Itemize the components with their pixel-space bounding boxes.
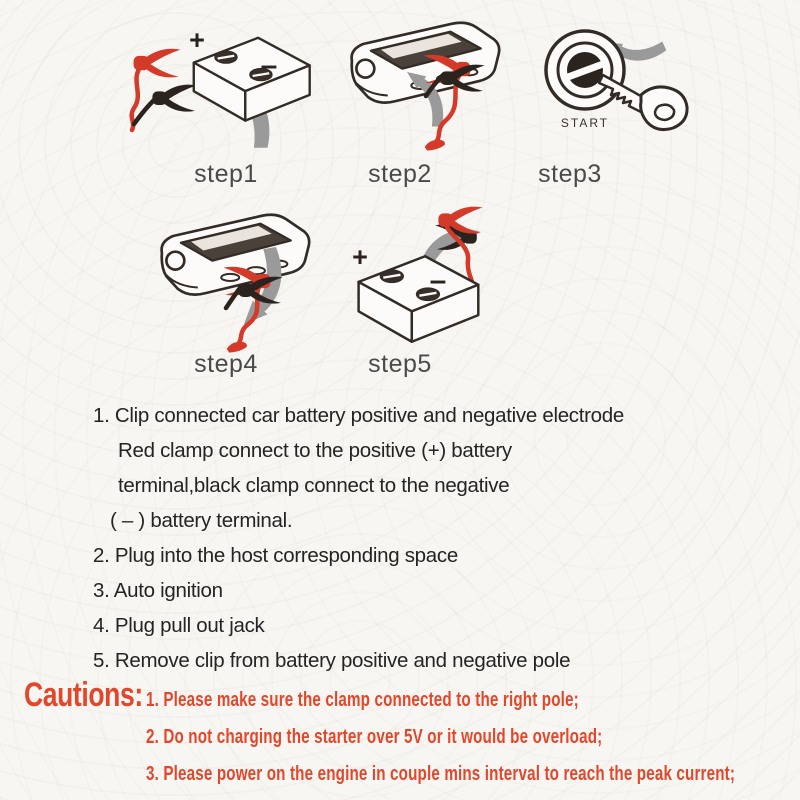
step3-illustration [503, 20, 695, 138]
instruction-list [93, 398, 783, 678]
step4-illustration [136, 200, 336, 358]
instruction-line: 5. Remove clip from battery positive and negative pole [93, 649, 571, 672]
cautions-list [146, 682, 769, 793]
jump-starter-icon [162, 215, 310, 295]
step5-label: step5 [368, 350, 432, 378]
instruction-line: terminal,black clamp connect to the negative [118, 474, 510, 497]
ignition-key-icon [546, 31, 687, 130]
step4-label: step4 [194, 350, 258, 378]
caution-item: 3. Please power on the engine in couple mins interval to reach the peak current; [146, 763, 736, 785]
instruction-line: 3. Auto ignition [93, 579, 223, 602]
caution-item: 2. Do not charging the starter over 5V or it would be overload; [146, 726, 603, 748]
step5-illustration [328, 200, 520, 352]
instruction-line: 4. Plug pull out jack [93, 614, 265, 637]
cautions-heading: Cautions: [24, 676, 143, 714]
step3-label: step3 [538, 160, 602, 188]
instruction-line: 2. Plug into the host corresponding space [93, 544, 458, 567]
ignition-start-caption: START [560, 116, 610, 130]
step1-illustration [126, 18, 326, 160]
battery-icon [359, 256, 479, 342]
step2-illustration [330, 14, 512, 166]
battery-minus-sign: – [429, 264, 447, 297]
caution-item: 1. Please make sure the clamp connected to the right pole; [146, 689, 579, 711]
battery-minus-sign: – [260, 49, 278, 82]
battery-icon [194, 38, 310, 121]
black-clamp-icon [134, 85, 197, 124]
battery-plus-sign: + [189, 25, 205, 55]
step1-label: step1 [194, 160, 258, 188]
instruction-line: Red clamp connect to the positive (+) battery [118, 439, 512, 462]
instruction-line: ( – ) battery terminal. [110, 509, 293, 532]
battery-plus-sign: + [352, 242, 368, 272]
step2-label: step2 [368, 160, 432, 188]
instruction-line: 1. Clip connected car battery positive and negative electrode [93, 404, 624, 427]
